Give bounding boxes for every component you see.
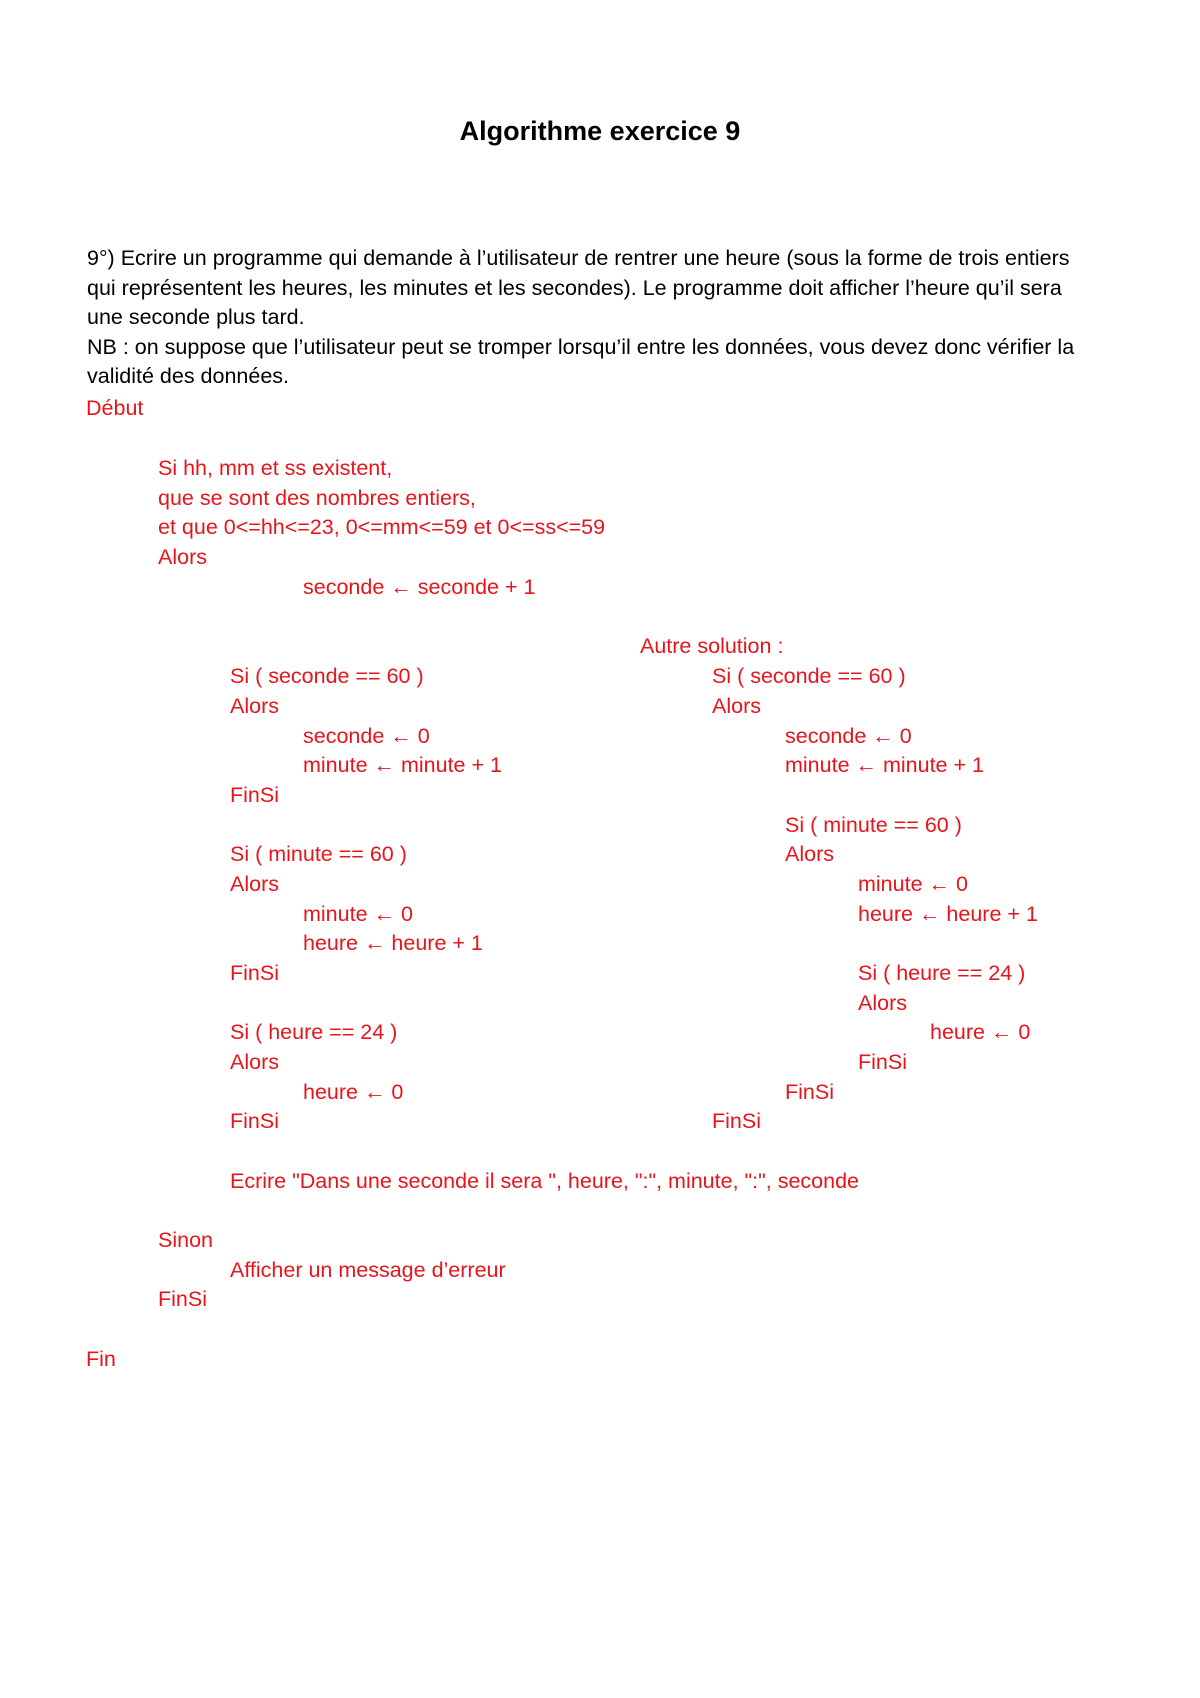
alt-alors: Alors — [712, 694, 761, 718]
algo-if: Si ( heure == 24 ) — [230, 1020, 398, 1044]
algo-statement: Afficher un message d’erreur — [230, 1258, 506, 1282]
algo-debut: Début — [86, 396, 144, 420]
alt-if: Si ( minute == 60 ) — [785, 813, 962, 837]
algo-finsi: FinSi — [230, 783, 279, 807]
algo-alors: Alors — [230, 872, 279, 896]
algo-statement: seconde ← 0 — [303, 724, 430, 748]
statement-line: validité des données. — [87, 364, 290, 389]
alt-alors: Alors — [858, 991, 907, 1015]
algo-condition-line: que se sont des nombres entiers, — [158, 486, 476, 510]
alt-alors: Alors — [785, 842, 834, 866]
algo-condition-line: Si hh, mm et ss existent, — [158, 456, 393, 480]
document-title: Algorithme exercice 9 — [459, 116, 741, 146]
statement-line: qui représentent les heures, les minutes et les secondes). Le programme doit afficher l’heure qu’il sera — [87, 275, 1062, 300]
algo-statement: minute ← minute + 1 — [303, 753, 502, 777]
algo-statement: heure ← 0 — [303, 1080, 404, 1104]
algo-if: Si ( minute == 60 ) — [230, 842, 407, 866]
algo-statement: heure ← heure + 1 — [303, 931, 483, 955]
alt-statement: minute ← minute + 1 — [785, 753, 984, 777]
statement-line: 9°) Ecrire un programme qui demande à l’utilisateur de rentrer une heure (sous la forme de trois entiers — [87, 246, 1070, 270]
algo-finsi: FinSi — [230, 1109, 279, 1133]
algo-alors: Alors — [230, 1050, 279, 1074]
alt-statement: heure ← heure + 1 — [858, 902, 1038, 926]
alt-solution-heading: Autre solution : — [640, 634, 784, 658]
alt-statement: seconde ← 0 — [785, 724, 912, 748]
algo-if: Si ( seconde == 60 ) — [230, 664, 424, 688]
alt-if: Si ( heure == 24 ) — [858, 961, 1026, 985]
algo-fin: Fin — [86, 1347, 116, 1371]
algo-statement: minute ← 0 — [303, 902, 413, 926]
algo-statement: seconde ← seconde + 1 — [303, 575, 536, 599]
algo-ecrire: Ecrire "Dans une seconde il sera ", heure, ":", minute, ":", seconde — [230, 1169, 859, 1193]
alt-finsi: FinSi — [858, 1050, 907, 1074]
algo-finsi: FinSi — [158, 1287, 207, 1311]
alt-if: Si ( seconde == 60 ) — [712, 664, 906, 688]
algo-alors: Alors — [158, 545, 207, 569]
algo-finsi: FinSi — [230, 961, 279, 985]
exercise-statement — [87, 244, 1137, 392]
statement-line: NB : on suppose que l’utilisateur peut se tromper lorsqu’il entre les données, vous devez donc vérifier la — [87, 334, 1075, 359]
alt-finsi: FinSi — [785, 1080, 834, 1104]
algo-alors: Alors — [230, 694, 279, 718]
alt-finsi: FinSi — [712, 1109, 761, 1133]
alt-statement: minute ← 0 — [858, 872, 968, 896]
statement-line: une seconde plus tard. — [87, 305, 305, 330]
alt-statement: heure ← 0 — [930, 1020, 1031, 1044]
algo-condition-line: et que 0<=hh<=23, 0<=mm<=59 et 0<=ss<=59 — [158, 515, 606, 539]
algo-sinon: Sinon — [158, 1228, 213, 1252]
